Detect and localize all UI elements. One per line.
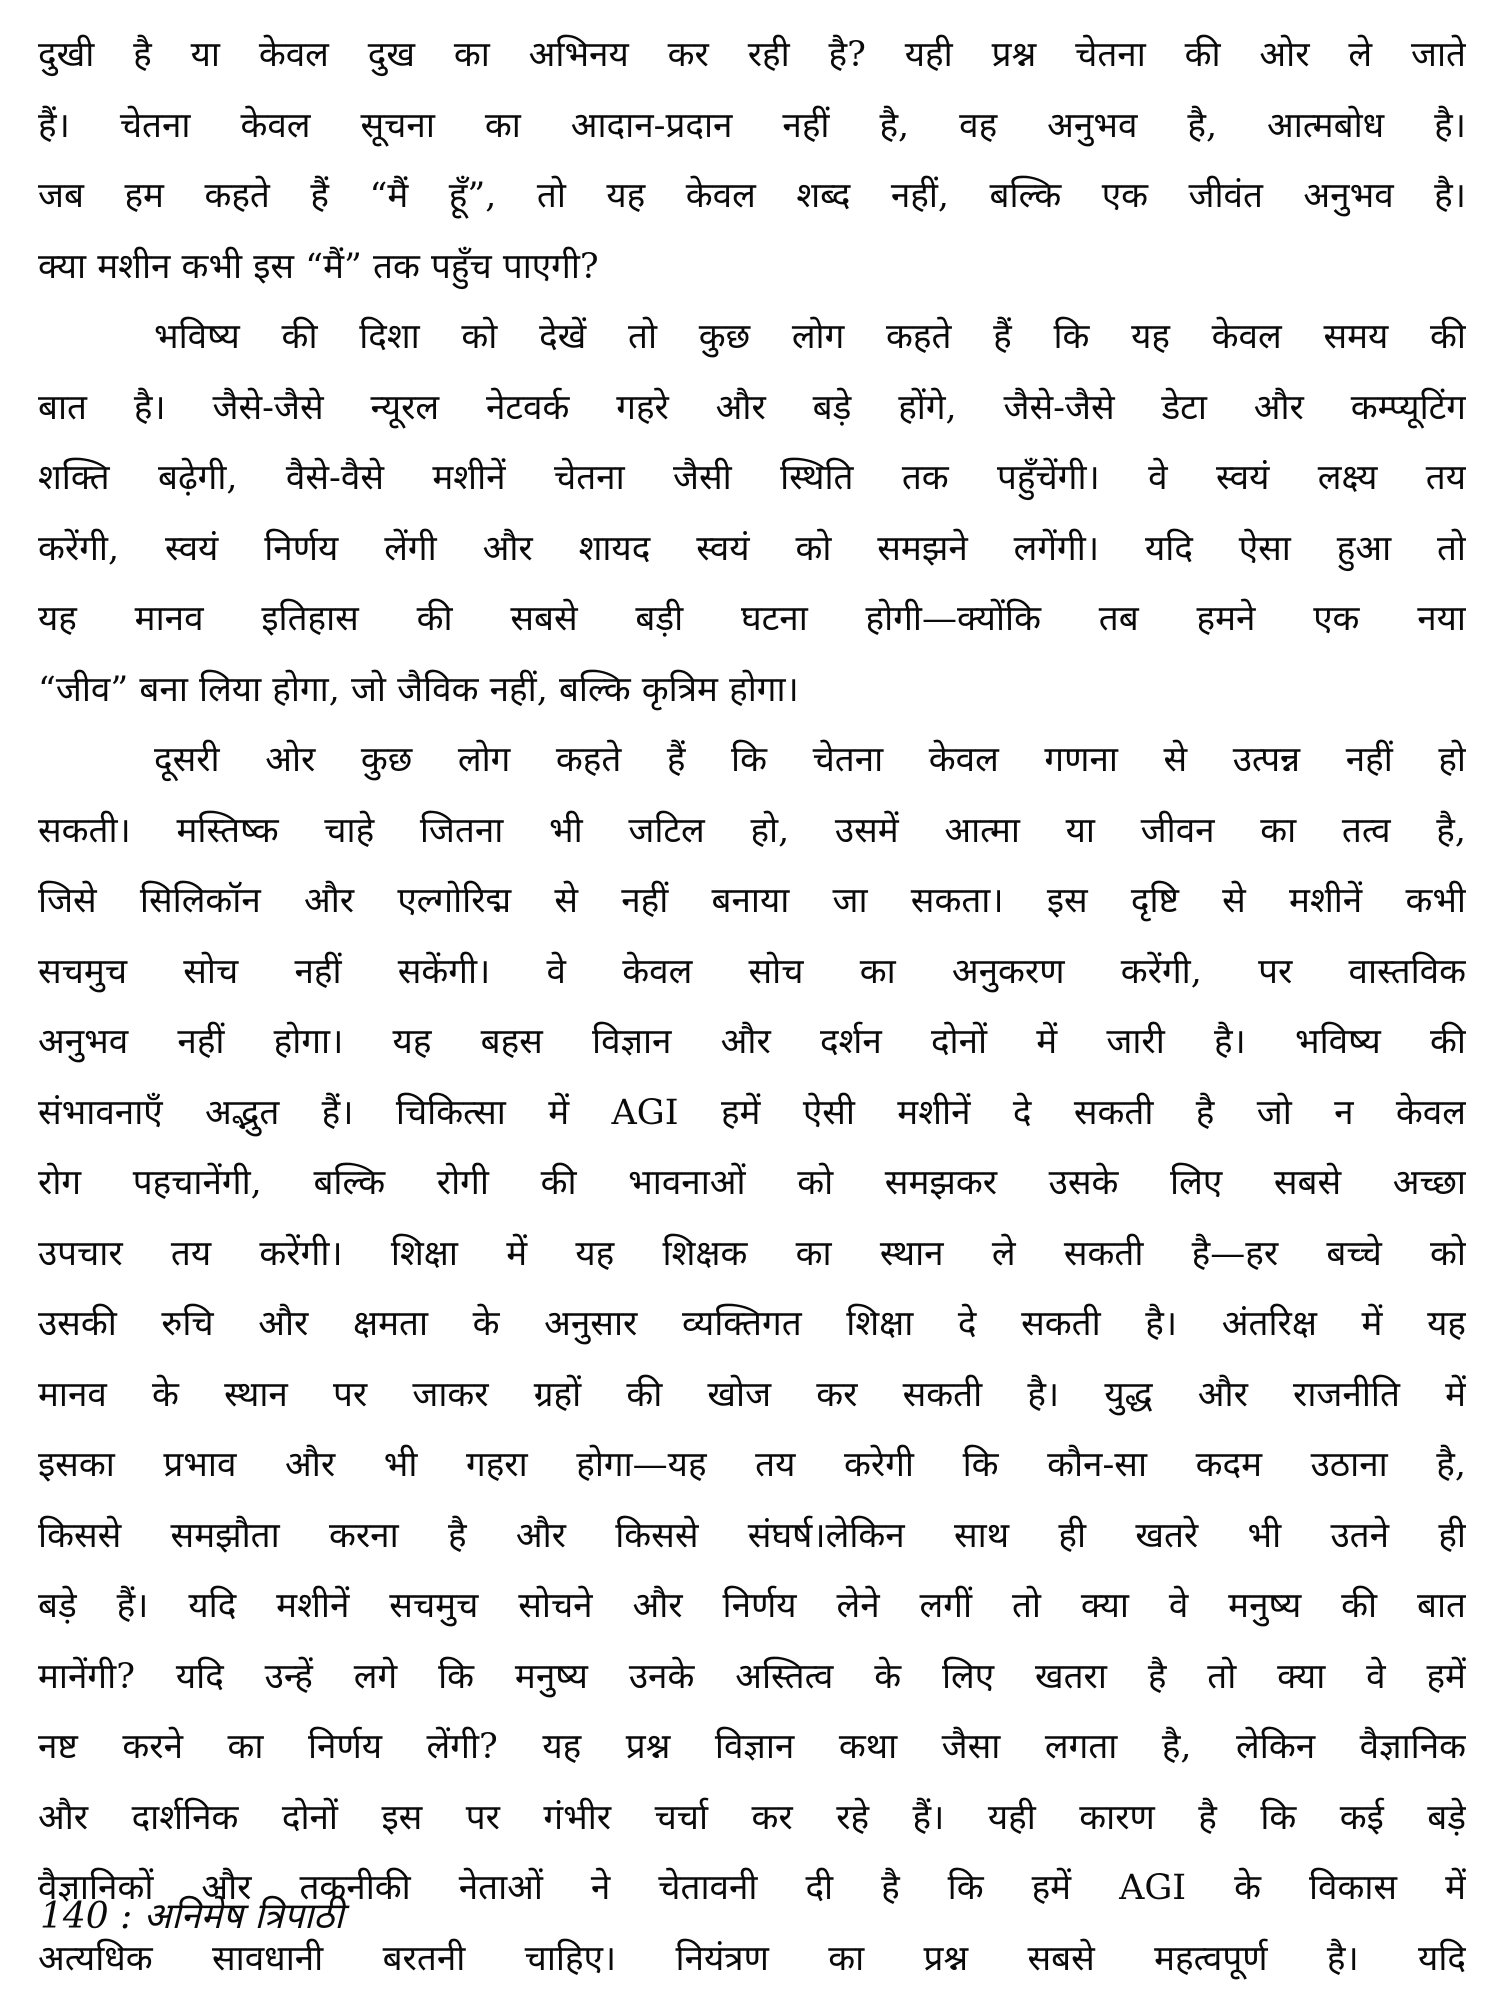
text-line: भविष्य की दिशा को देखें तो कुछ लोग कहते हैं कि यह केवल समय की [154, 317, 1466, 357]
text-line: यह मानव इतिहास की सबसे बड़ी घटना होगी—क्योंकि तब हमने एक नया [38, 599, 1466, 639]
text-line: और दार्शनिक दोनों इस पर गंभीर चर्चा कर रहे हैं। यही कारण है कि कई बड़े [38, 1797, 1466, 1838]
text-line: बात है। जैसे-जैसे न्यूरल नेटवर्क गहरे और बड़े होंगे, जैसे-जैसे डेटा और कम्प्यूटिंग [38, 387, 1466, 428]
text-line: किससे समझौता करना है और किससे संघर्ष।लेकिन साथ ही खतरे भी उतने ही [38, 1515, 1466, 1556]
text-line: वैज्ञानिकों और तकनीकी नेताओं ने चेतावनी दी है कि हमें AGI के विकास में [38, 1868, 1466, 1908]
text-line: उपचार तय करेंगी। शिक्षा में यह शिक्षक का स्थान ले सकती है—हर बच्चे को [38, 1233, 1466, 1274]
text-line: नष्ट करने का निर्णय लेंगी? यह प्रश्न विज्ञान कथा जैसा लगता है, लेकिन वैज्ञानिक [38, 1727, 1466, 1767]
text-line: उसकी रुचि और क्षमता के अनुसार व्यक्तिगत शिक्षा दे सकती है। अंतरिक्ष में यह [38, 1304, 1466, 1344]
text-line: सकती। मस्तिष्क चाहे जितना भी जटिल हो, उसमें आत्मा या जीवन का तत्व है, [38, 810, 1466, 851]
text-line: अनुभव नहीं होगा। यह बहस विज्ञान और दर्शन दोनों में जारी है। भविष्य की [38, 1022, 1466, 1062]
text-line: इसका प्रभाव और भी गहरा होगा—यह तय करेगी कि कौन-सा कदम उठाना है, [38, 1445, 1466, 1485]
text-line: “जीव” बना लिया होगा, जो जैविक नहीं, बल्कि कृत्रिम होगा। [38, 669, 799, 710]
text-line: संभावनाएँ अद्भुत हैं। चिकित्सा में AGI हमें ऐसी मशीनें दे सकती है जो न केवल [38, 1092, 1466, 1133]
text-line: बड़े हैं। यदि मशीनें सचमुच सोचने और निर्णय लेने लगीं तो क्या वे मनुष्य की बात [38, 1586, 1466, 1626]
text-line: हैं। चेतना केवल सूचना का आदान-प्रदान नहीं है, वह अनुभव है, आत्मबोध है। [38, 105, 1466, 146]
text-line: शक्ति बढ़ेगी, वैसे-वैसे मशीनें चेतना जैसी स्थिति तक पहुँचेंगी। वे स्वयं लक्ष्य तय [38, 458, 1466, 498]
text-line: मानव के स्थान पर जाकर ग्रहों की खोज कर सकती है। युद्ध और राजनीति में [38, 1374, 1466, 1415]
page-footer: 140 : अनिमेष त्रिपाठी [40, 1896, 344, 1937]
text-line: दूसरी ओर कुछ लोग कहते हैं कि चेतना केवल गणना से उत्पन्न नहीं हो [154, 740, 1466, 780]
text-line: अत्यधिक सावधानी बरतनी चाहिए। नियंत्रण का प्रश्न सबसे महत्वपूर्ण है। यदि [38, 1938, 1466, 1979]
text-line: क्या मशीन कभी इस “मैं” तक पहुँच पाएगी? [38, 246, 599, 287]
text-line: जब हम कहते हैं “मैं हूँ”, तो यह केवल शब्द नहीं, बल्कि एक जीवंत अनुभव है। [38, 176, 1466, 216]
text-line: सचमुच सोच नहीं सकेंगी। वे केवल सोच का अनुकरण करेंगी, पर वास्तविक [38, 951, 1466, 992]
text-line: जिसे सिलिकॉन और एल्गोरिद्म से नहीं बनाया जा सकता। इस दृष्टि से मशीनें कभी [38, 881, 1466, 921]
text-line: दुखी है या केवल दुख का अभिनय कर रही है? यही प्रश्न चेतना की ओर ले जाते [38, 35, 1466, 75]
text-line: मानेंगी? यदि उन्हें लगे कि मनुष्य उनके अस्तित्व के लिए खतरा है तो क्या वे हमें [38, 1656, 1466, 1697]
text-line: रोग पहचानेंगी, बल्कि रोगी की भावनाओं को समझकर उसके लिए सबसे अच्छा [38, 1163, 1466, 1203]
text-line: करेंगी, स्वयं निर्णय लेंगी और शायद स्वयं को समझने लगेंगी। यदि ऐसा हुआ तो [38, 528, 1466, 569]
body-text [38, 20, 1466, 1994]
